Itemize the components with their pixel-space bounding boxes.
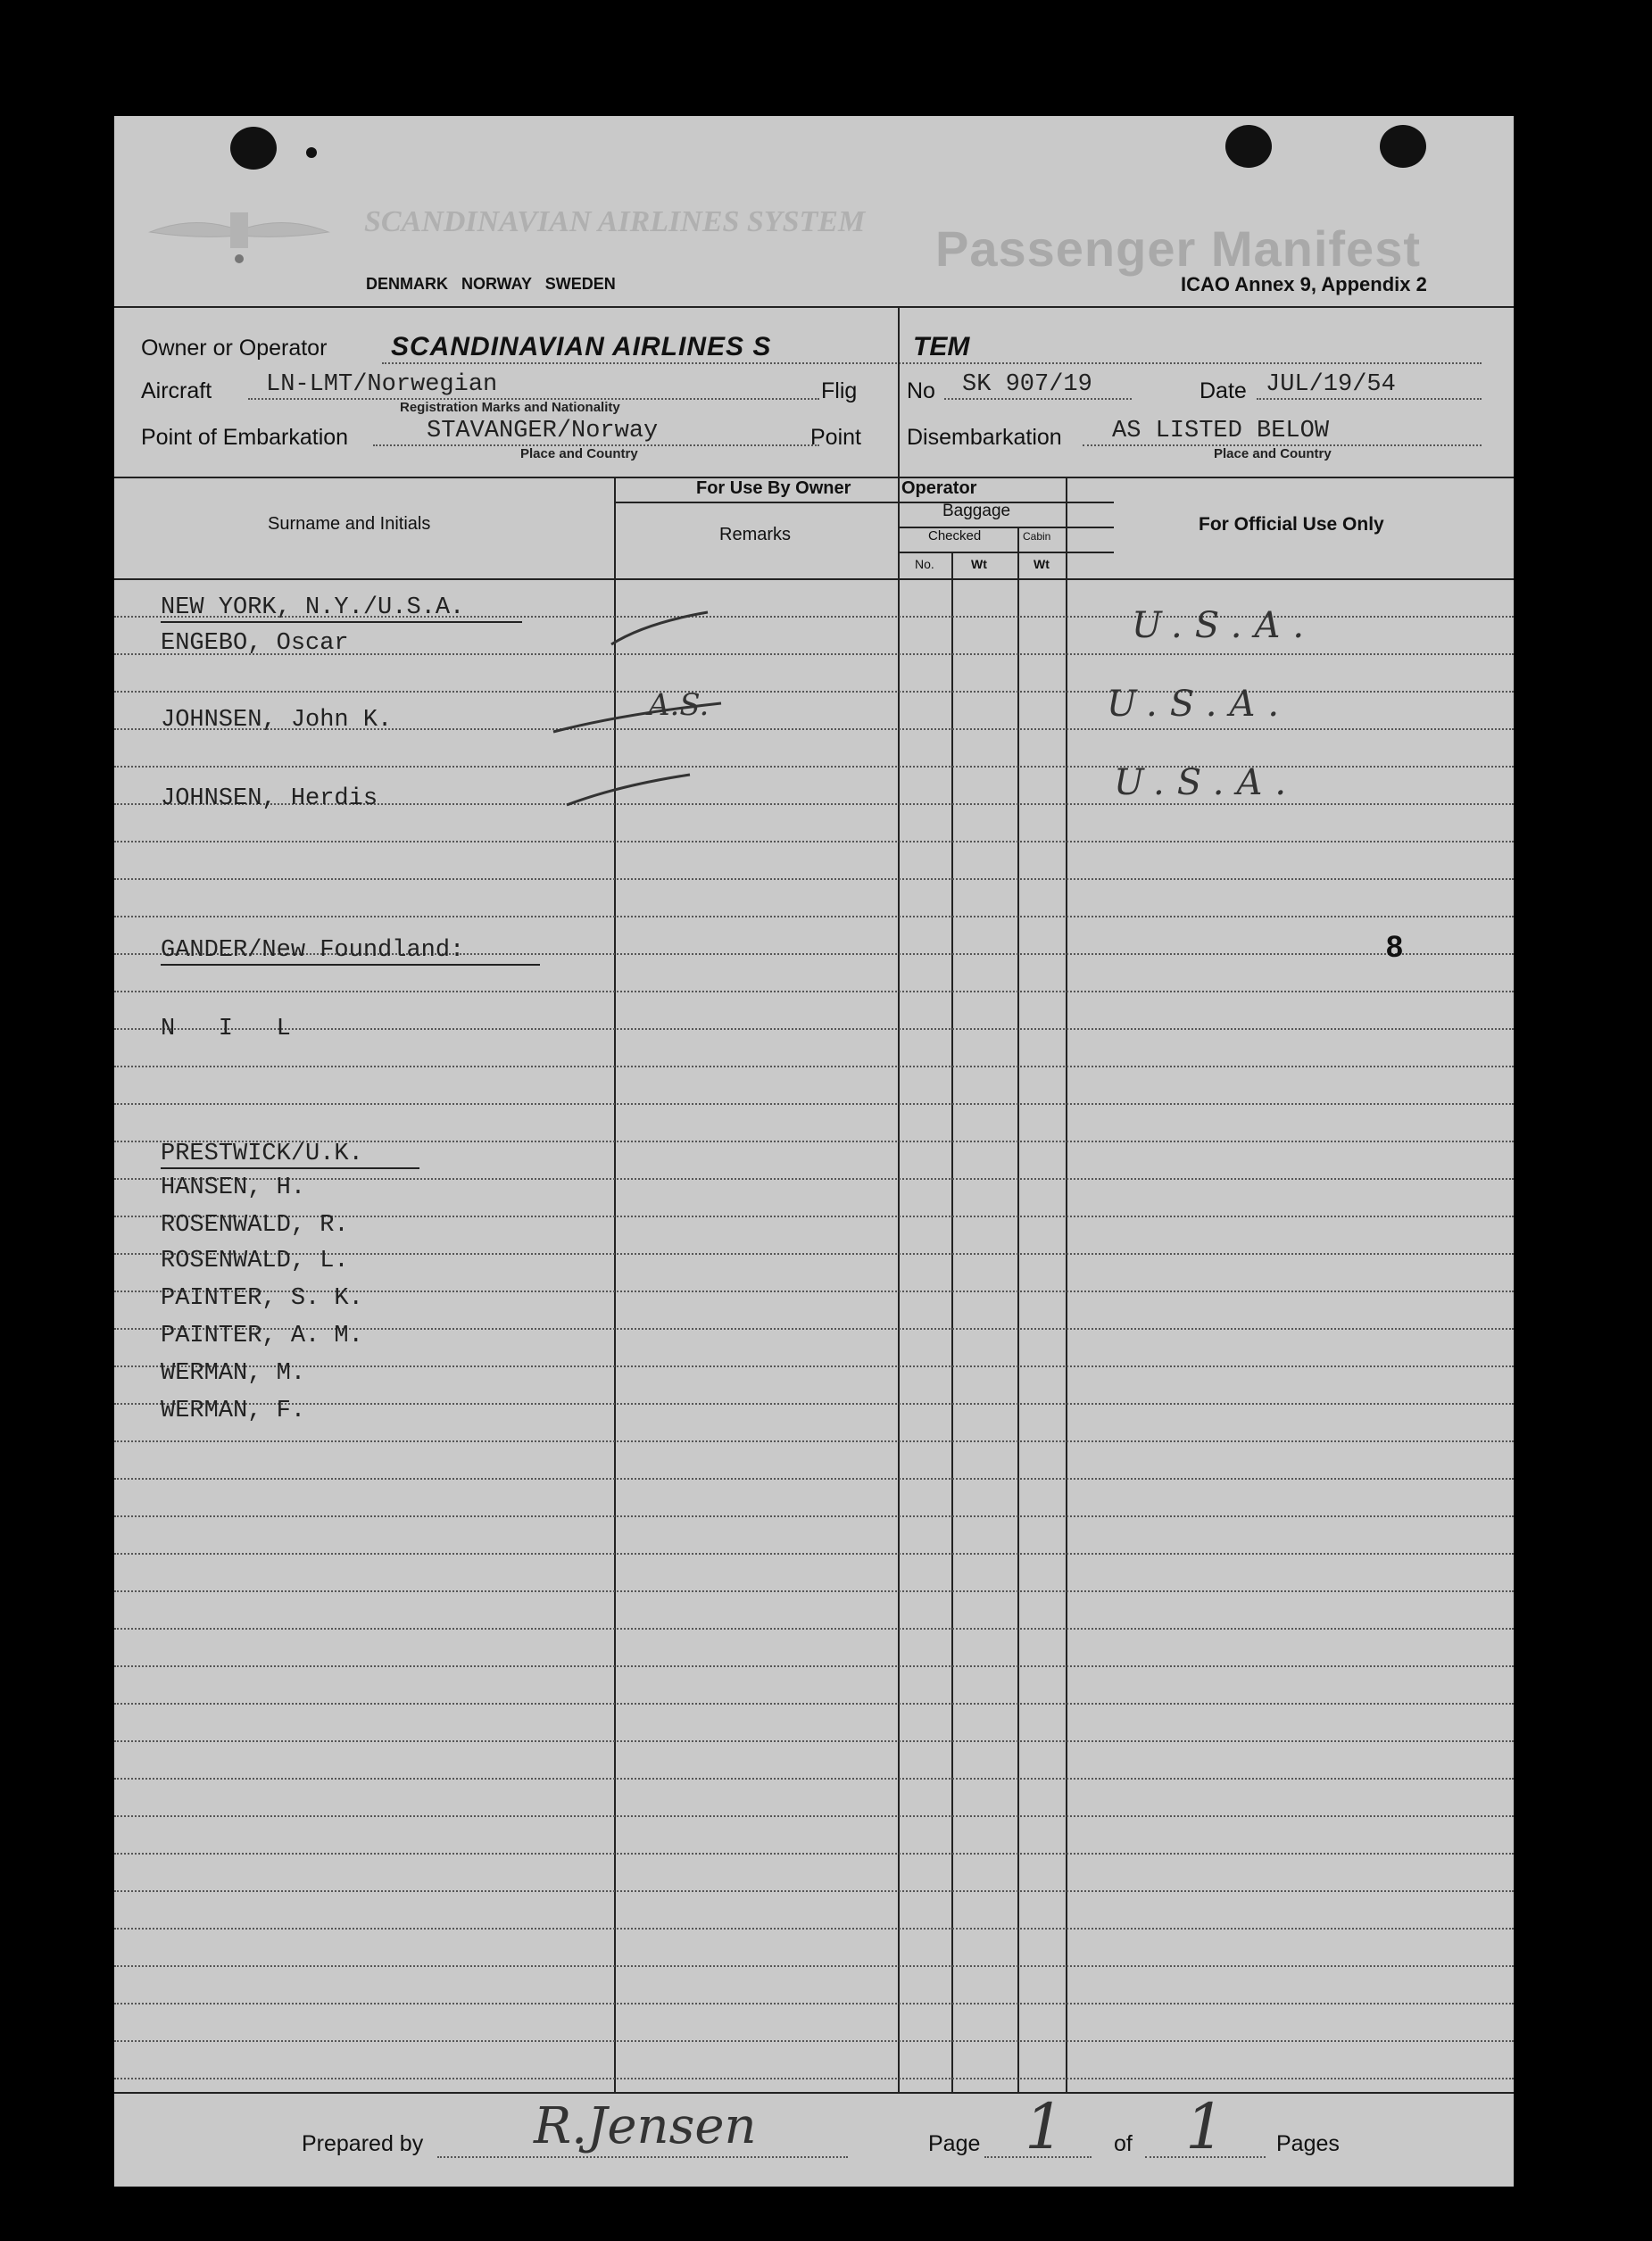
ruled-line [114,691,1514,693]
disembark-value: AS LISTED BELOW [1112,418,1330,444]
page-label: Page [928,2131,981,2156]
col-line [1066,477,1067,527]
ruled-line [114,1740,1514,1742]
row-name-9: GANDER/New Foundland: [161,937,465,964]
row-name-18: ROSENWALD, L. [161,1248,349,1274]
col-remarks: Remarks [719,525,792,544]
embark-value: STAVANGER/Norway [427,418,659,444]
ruled-line [114,1965,1514,1967]
punch-hole [1225,125,1272,168]
form-subtitle: ICAO Annex 9, Appendix 2 [1181,273,1427,295]
col-no: No. [915,557,934,571]
ruled-line [114,1553,1514,1555]
ruled-line [114,991,1514,992]
footer-divider [114,2092,1514,2094]
col-baggage: Baggage [942,502,1011,520]
ruled-line [114,916,1514,917]
ruled-line [114,1103,1514,1105]
manifest-sheet [114,116,1514,2187]
prepared-underline [437,2156,848,2158]
row-name-0: NEW YORK, N.Y./U.S.A. [161,594,465,621]
date-value: JUL/19/54 [1266,371,1396,398]
header-line [900,552,1114,553]
date-label: Date [1200,378,1247,403]
ruled-line [114,2003,1514,2004]
header-line [114,578,1514,580]
embark-label: Point of Embarkation [141,425,349,450]
ruled-line [114,1440,1514,1442]
of-label: of [1114,2131,1133,2156]
row-name-21: WERMAN, M. [161,1360,306,1387]
col-line [1066,527,1067,2092]
ruled-line [114,1890,1514,1892]
row-official-3: U.S.A. [1107,684,1292,725]
page-value: 1 [1025,2090,1065,2163]
header-line [900,527,1114,528]
ruled-line [114,1478,1514,1480]
row-name-17: ROSENWALD, R. [161,1212,349,1239]
row-name-22: WERMAN, F. [161,1398,306,1424]
embark-underline [373,444,819,446]
ruled-line [114,1703,1514,1705]
row-name-20: PAINTER, A. M. [161,1323,363,1349]
prepared-label: Prepared by [302,2131,424,2156]
company-name-faded: SCANDINAVIAN AIRLINES SYSTEM [364,205,866,238]
aircraft-label: Aircraft [141,378,212,403]
aircraft-underline [248,398,819,400]
row-name-16: HANSEN, H. [161,1174,306,1201]
col-wt: Wt [971,557,987,571]
ruled-line [114,2040,1514,2042]
row-remarks-3: A.S. [648,687,710,723]
owner-underline [382,362,1482,364]
pages-label: Pages [1276,2131,1340,2156]
flight-label-b: No [907,378,935,403]
col-owner-use-b: Operator [901,478,977,498]
heading-underline [161,621,522,623]
disembark-label-b: Disembarkation [907,425,1062,450]
aircraft-caption: Registration Marks and Nationality [400,400,620,415]
header-line [900,502,1114,503]
owner-value: SCANDINAVIAN AIRLINES S [391,332,772,361]
ruled-line [114,841,1514,842]
flight-value: SK 907/19 [962,371,1092,398]
ruled-line [114,1628,1514,1630]
ruled-line [114,1853,1514,1855]
ruled-line [114,1178,1514,1180]
disembark-label-a: Point [810,425,861,450]
ruled-line [114,1066,1514,1067]
ruled-line [114,766,1514,768]
ruled-line [114,1515,1514,1517]
ruled-line [114,1815,1514,1817]
form-title: Passenger Manifest [935,220,1421,277]
ruled-line [114,1778,1514,1780]
row-name-19: PAINTER, S. K. [161,1285,363,1312]
prepared-signature: R.Jensen [534,2097,757,2155]
aircraft-value: LN-LMT/Norwegian [266,371,498,398]
punch-dot [306,147,317,158]
col-wt-cabin: Wt [1034,557,1050,571]
ruled-line [114,1928,1514,1930]
row-official-5: U.S.A. [1114,762,1299,803]
disembark-underline [1083,444,1482,446]
ruled-line [114,1665,1514,1667]
remark-tick-icon [565,766,699,810]
col-official: For Official Use Only [1199,514,1384,535]
col-checked: Checked [928,528,982,544]
col-surname: Surname and Initials [268,514,431,534]
row-official-1: U.S.A. [1132,605,1317,646]
col-line [1017,527,1019,2092]
ruled-line [114,2078,1514,2079]
col-cabin: Cabin [1023,530,1051,543]
row-name-1: ENGEBO, Oscar [161,630,349,657]
remark-tick-icon [610,605,717,650]
of-value: 1 [1185,2090,1225,2163]
ruled-line [114,1403,1514,1405]
flight-underline [944,398,1132,400]
ruled-line [114,1365,1514,1367]
embark-caption: Place and Country [520,446,638,461]
row-name-5: JOHNSEN, Herdis [161,785,378,812]
row-name-3: JOHNSEN, John K. [161,707,393,734]
owner-label: Owner or Operator [141,336,328,361]
countries-line: DENMARK NORWAY SWEDEN [366,275,616,293]
col-owner-use: For Use By Owner [696,478,851,498]
page-underline [984,2156,1092,2158]
row-name-11: N I L [161,1016,291,1042]
col-line [898,306,900,2092]
ruled-line [114,1590,1514,1592]
heading-underline [161,1167,419,1169]
row-name-15: PRESTWICK/U.K. [161,1141,363,1167]
owner-value-cont: TEM [913,332,970,361]
row-official-9: 8 [1386,930,1403,964]
disembark-caption: Place and Country [1214,446,1332,461]
heading-underline [161,964,540,966]
ruled-line [114,1028,1514,1030]
col-line [951,552,953,2092]
punch-hole [230,127,277,170]
of-underline [1145,2156,1266,2158]
punch-hole [1380,125,1426,168]
divider [114,306,1514,308]
airline-logo-icon [141,196,337,268]
date-underline [1257,398,1482,400]
ruled-line [114,878,1514,880]
flight-label-a: Flig [821,378,858,403]
